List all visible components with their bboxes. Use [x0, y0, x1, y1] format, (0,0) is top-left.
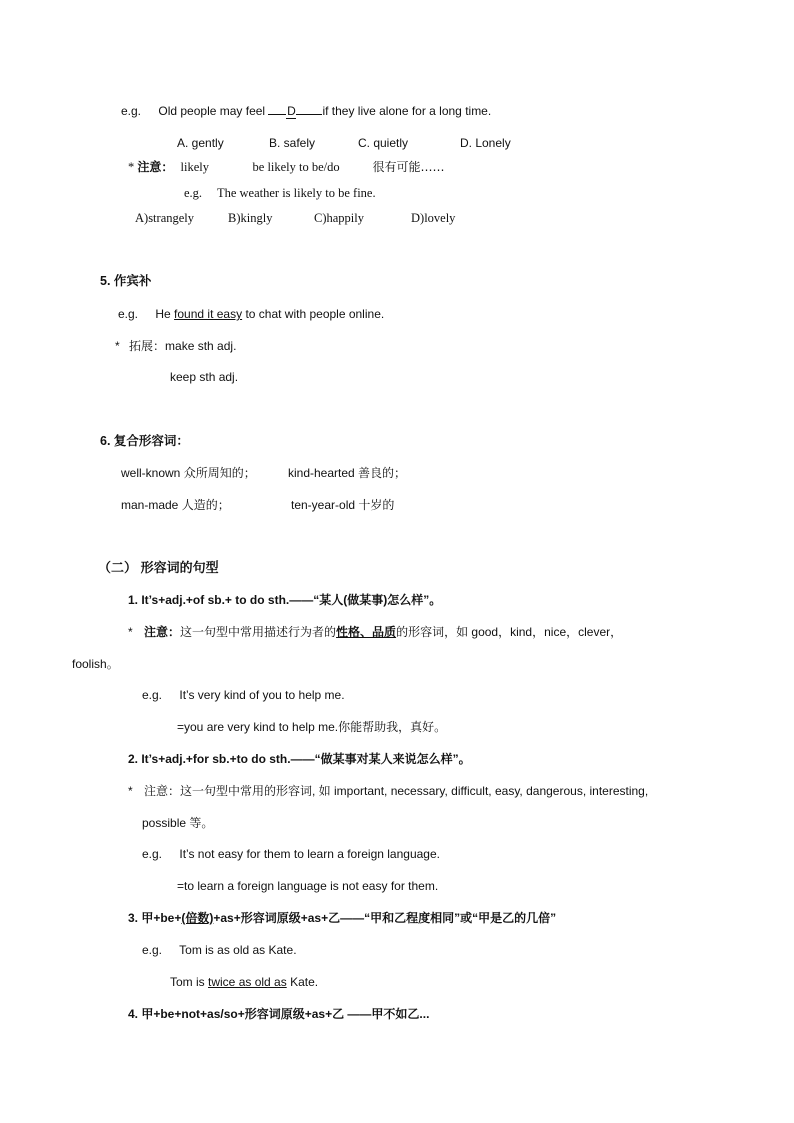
pattern-3-title	[128, 910, 556, 926]
example-text: The weather is likely to be fine.	[216, 186, 376, 200]
pattern-1-note	[128, 624, 622, 640]
underlined-phrase: found it easy	[174, 307, 243, 321]
compound-item: ten-year-old 十岁的	[291, 498, 395, 512]
example-1	[121, 103, 491, 119]
star-bullet: *	[128, 784, 133, 798]
note-phrase: be likely to be/do	[252, 160, 340, 174]
option: C)happily	[314, 211, 364, 225]
note-label: 注意：	[144, 625, 181, 639]
compound-item: man-made 人造的；	[121, 498, 230, 512]
pattern-3-example-2	[170, 974, 318, 990]
option: A)strangely	[135, 211, 195, 225]
pattern-text: 3. 甲+be+	[128, 911, 182, 925]
pattern-3-example	[142, 942, 297, 958]
options-row-2	[135, 210, 455, 226]
compound-row-1	[121, 465, 406, 481]
pattern-1-example	[142, 687, 345, 703]
pattern-2-example-2: =to learn a foreign language is not easy for them.	[177, 879, 439, 893]
note-emphasis: 性格、品质	[336, 625, 397, 639]
option: B)kingly	[228, 211, 273, 225]
note-meaning: 很有可能……	[372, 160, 445, 174]
pattern-multiple: (倍数)	[181, 911, 214, 925]
pattern-4-title: 4. 甲+be+not+as/so+形容词原级+as+乙 ——甲不如乙...	[128, 1007, 430, 1021]
example-text: He	[155, 307, 171, 321]
example-text: It’s not easy for them to learn a foreign language.	[179, 847, 440, 861]
extension-item: make sth adj.	[165, 339, 237, 353]
extension-label: 拓展：	[129, 339, 166, 353]
option: B. safely	[269, 136, 316, 150]
pattern-1-example-2: =you are very kind to help me.你能帮助我，真好。	[177, 720, 447, 734]
compound-item: kind-hearted 善良的；	[288, 466, 407, 480]
section-6-heading: 6. 复合形容词：	[100, 434, 189, 448]
eg-label: e.g.	[142, 847, 163, 861]
answer-blank	[268, 114, 286, 115]
star-bullet: *	[128, 160, 135, 174]
example-text: to chat with people online.	[245, 307, 385, 321]
note-likely	[128, 159, 445, 175]
option: D. Lonely	[460, 136, 511, 150]
pattern-2-note-cont: possible 等。	[142, 816, 214, 830]
eg-label: e.g.	[142, 688, 163, 702]
extension-line-1	[115, 338, 236, 354]
pattern-2-note	[128, 783, 648, 799]
note-word: likely	[180, 160, 209, 174]
note-text: 这一句型中常用描述行为者的	[180, 625, 337, 639]
pattern-text: +as+形容词原级+as+乙——“甲和乙程度相同”或“甲是乙的几倍”	[213, 911, 557, 925]
note-text: 注意：这一句型中常用的形容词, 如 important, necessary, difficult, easy, dangerous, interesting,	[144, 784, 649, 798]
pattern-2-title: 2. It’s+adj.+for sb.+to do sth.——“做某事对某人来说怎么样”。	[128, 752, 471, 766]
example-text: Old people may feel	[158, 104, 266, 118]
note-text: 的形容词，如 good，kind，nice，clever，	[396, 625, 623, 639]
eg-label: e.g.	[184, 186, 203, 200]
eg-label: e.g.	[142, 943, 163, 957]
example-text: if they live alone for a long time.	[322, 104, 492, 118]
example-text: It’s very kind of you to help me.	[179, 688, 345, 702]
compound-row-2	[121, 497, 394, 513]
option: C. quietly	[358, 136, 409, 150]
options-row-1	[177, 135, 511, 151]
example-2	[184, 185, 376, 201]
example-text: Tom is	[170, 975, 205, 989]
underlined-phrase: twice as old as	[208, 975, 287, 989]
note-label: 注意：	[137, 160, 174, 174]
example-text: Tom is as old as Kate.	[179, 943, 297, 957]
pattern-2-example	[142, 846, 440, 862]
pattern-1-title: 1. It’s+adj.+of sb.+ to do sth.——“某人(做某事)怎么样”。	[128, 593, 442, 607]
eg-label: e.g.	[118, 307, 139, 321]
option: A. gently	[177, 136, 224, 150]
extension-line-2: keep sth adj.	[170, 370, 239, 384]
section-5-heading: 5. 作宾补	[100, 274, 152, 288]
answer-blank-tail	[296, 114, 322, 115]
answer-value: D	[287, 104, 296, 118]
option: D)lovely	[411, 211, 456, 225]
pattern-1-note-cont: foolish。	[72, 657, 119, 671]
compound-item: well-known 众所周知的；	[121, 466, 256, 480]
star-bullet: *	[128, 625, 133, 639]
example-text: Kate.	[290, 975, 319, 989]
eg-label: e.g.	[121, 104, 142, 118]
star-bullet: *	[115, 339, 120, 353]
part-2-heading: （二） 形容词的句型	[98, 560, 219, 575]
section-5-example	[118, 306, 384, 322]
